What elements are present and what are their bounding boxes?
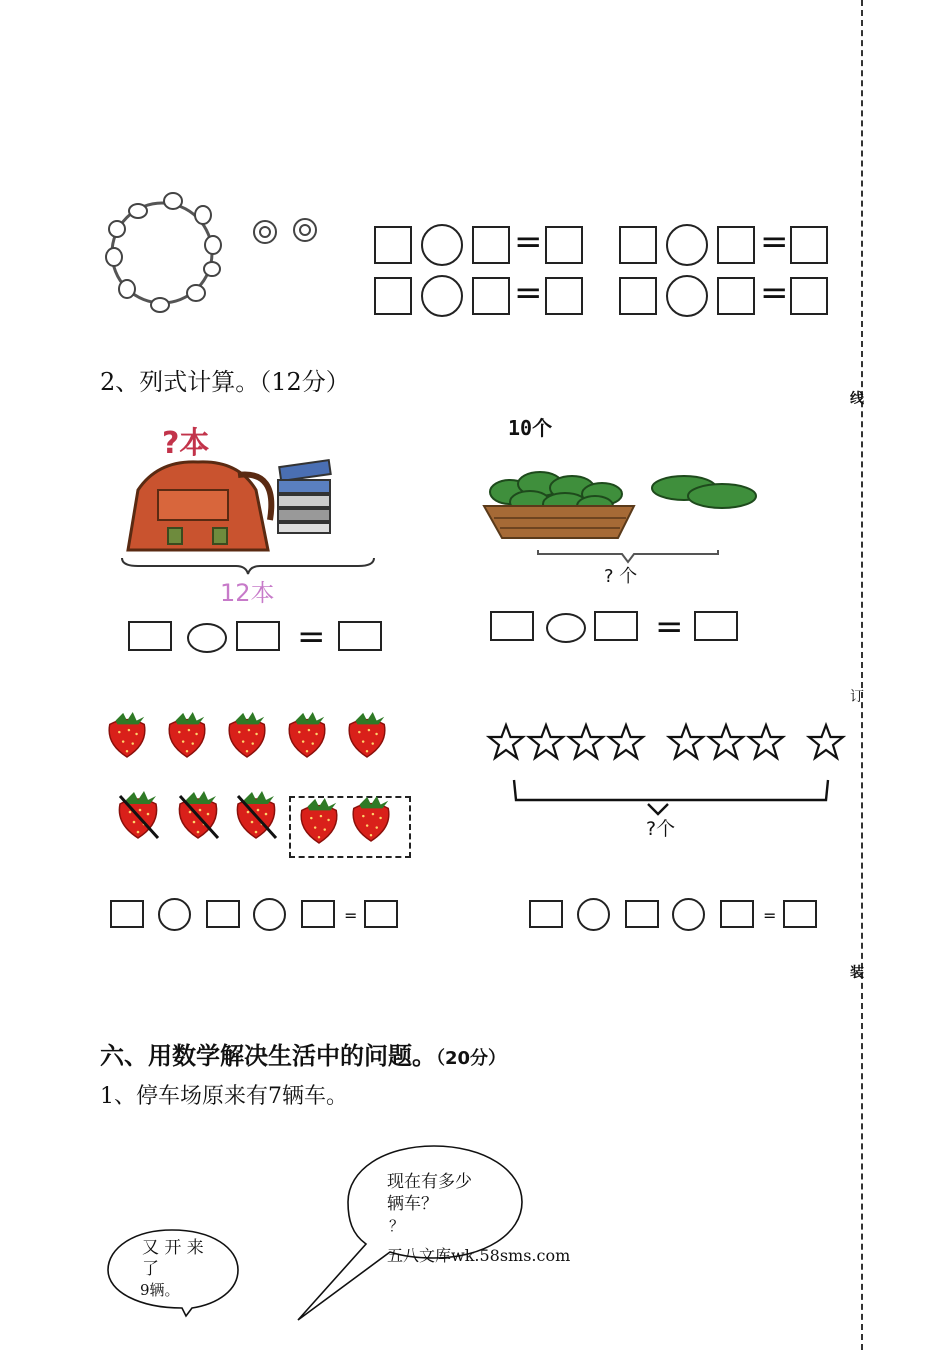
small-bead-icon (291, 216, 319, 244)
bubble-left-line3: 9辆。 (140, 1281, 180, 1299)
answer-box[interactable] (490, 611, 534, 641)
small-bead-icon (251, 218, 279, 246)
operator-circle[interactable] (672, 898, 705, 931)
equals-sign: = (760, 273, 789, 313)
books-stack-icon (272, 458, 337, 538)
operator-circle[interactable] (421, 275, 463, 317)
strawberry-icon (284, 708, 330, 760)
answer-box[interactable] (110, 900, 144, 928)
operator-circle[interactable] (546, 613, 586, 643)
section-6-score: （20分） (436, 1048, 507, 1069)
answer-box[interactable] (625, 900, 659, 928)
section-6-title: 六、用数学解决生活中的问题。 (100, 1042, 436, 1070)
strawberry-icon (164, 708, 210, 760)
operator-circle[interactable] (421, 224, 463, 266)
bag-question-label: ?本 (162, 426, 210, 461)
binding-dashed-line (861, 0, 863, 1350)
mango-top-label: 10个 (508, 416, 553, 440)
equals-sign: = (655, 607, 684, 647)
answer-box[interactable] (206, 900, 240, 928)
star-icon (486, 722, 526, 762)
answer-box[interactable] (545, 277, 583, 315)
answer-box[interactable] (301, 900, 335, 928)
answer-box[interactable] (783, 900, 817, 928)
answer-box[interactable] (364, 900, 398, 928)
operator-circle[interactable] (666, 224, 708, 266)
side-char-zhuang: 装 (850, 965, 864, 981)
answer-box[interactable] (529, 900, 563, 928)
side-char-xian: 线 (850, 391, 864, 407)
strawberry-icon (344, 708, 390, 760)
operator-circle[interactable] (577, 898, 610, 931)
star-icon (806, 722, 846, 762)
strawberry-icon (296, 794, 342, 846)
side-char-ding: 订 (850, 689, 864, 705)
speech-bubble-right (294, 1144, 526, 1324)
bead-necklace-icon (100, 185, 240, 325)
strawberry-icon (224, 708, 270, 760)
equals-sign: = (297, 617, 326, 657)
answer-box[interactable] (717, 226, 755, 264)
stars-brace-icon (510, 776, 832, 816)
answer-box[interactable] (717, 277, 755, 315)
answer-box[interactable] (374, 277, 412, 315)
answer-box[interactable] (619, 226, 657, 264)
star-icon (606, 722, 646, 762)
question-1-text: 1、停车场原来有7辆车。 (100, 1084, 348, 1109)
bubble-right-line2: 辆车？ (387, 1194, 438, 1214)
star-icon (526, 722, 566, 762)
star-icon (706, 722, 746, 762)
section-6-heading (100, 1036, 506, 1071)
operator-circle[interactable] (187, 623, 227, 653)
problem-2-title: 2、列式计算。（12分） (100, 368, 350, 396)
answer-box[interactable] (128, 621, 172, 651)
mango-basket-icon (480, 462, 640, 547)
equals-sign: = (344, 906, 358, 925)
bubble-right-line1: 现在有多少 (387, 1172, 472, 1192)
answer-box[interactable] (545, 226, 583, 264)
star-icon (666, 722, 706, 762)
answer-box[interactable] (594, 611, 638, 641)
equals-sign: = (763, 906, 777, 925)
answer-box[interactable] (338, 621, 382, 651)
equals-sign: = (514, 222, 543, 262)
operator-circle[interactable] (666, 275, 708, 317)
answer-box[interactable] (720, 900, 754, 928)
strawberry-crossed-icon (174, 788, 222, 842)
operator-circle[interactable] (158, 898, 191, 931)
answer-box[interactable] (619, 277, 657, 315)
equals-sign: = (760, 222, 789, 262)
answer-box[interactable] (694, 611, 738, 641)
star-icon (566, 722, 606, 762)
answer-box[interactable] (472, 277, 510, 315)
answer-box[interactable] (790, 277, 828, 315)
answer-box[interactable] (374, 226, 412, 264)
loose-mangoes-icon (644, 470, 764, 515)
strawberry-crossed-icon (232, 788, 280, 842)
strawberry-crossed-icon (114, 788, 162, 842)
answer-box[interactable] (472, 226, 510, 264)
answer-box[interactable] (790, 226, 828, 264)
bubble-left-line2: 了 (142, 1259, 159, 1279)
equals-sign: = (514, 273, 543, 313)
strawberry-icon (104, 708, 150, 760)
schoolbag-icon (118, 450, 278, 560)
stars-question-label: ?个 (646, 818, 676, 840)
watermark-text: 五八文库wk.58sms.com (387, 1246, 571, 1265)
bubble-left-line1: 又 开 来 (142, 1238, 204, 1258)
bag-total-label: 12本 (220, 579, 275, 607)
answer-box[interactable] (236, 621, 280, 651)
strawberry-icon (348, 792, 394, 844)
operator-circle[interactable] (253, 898, 286, 931)
bubble-right-line3: ？ (389, 1217, 405, 1235)
star-icon (746, 722, 786, 762)
mango-question-label: ? 个 (604, 566, 638, 587)
